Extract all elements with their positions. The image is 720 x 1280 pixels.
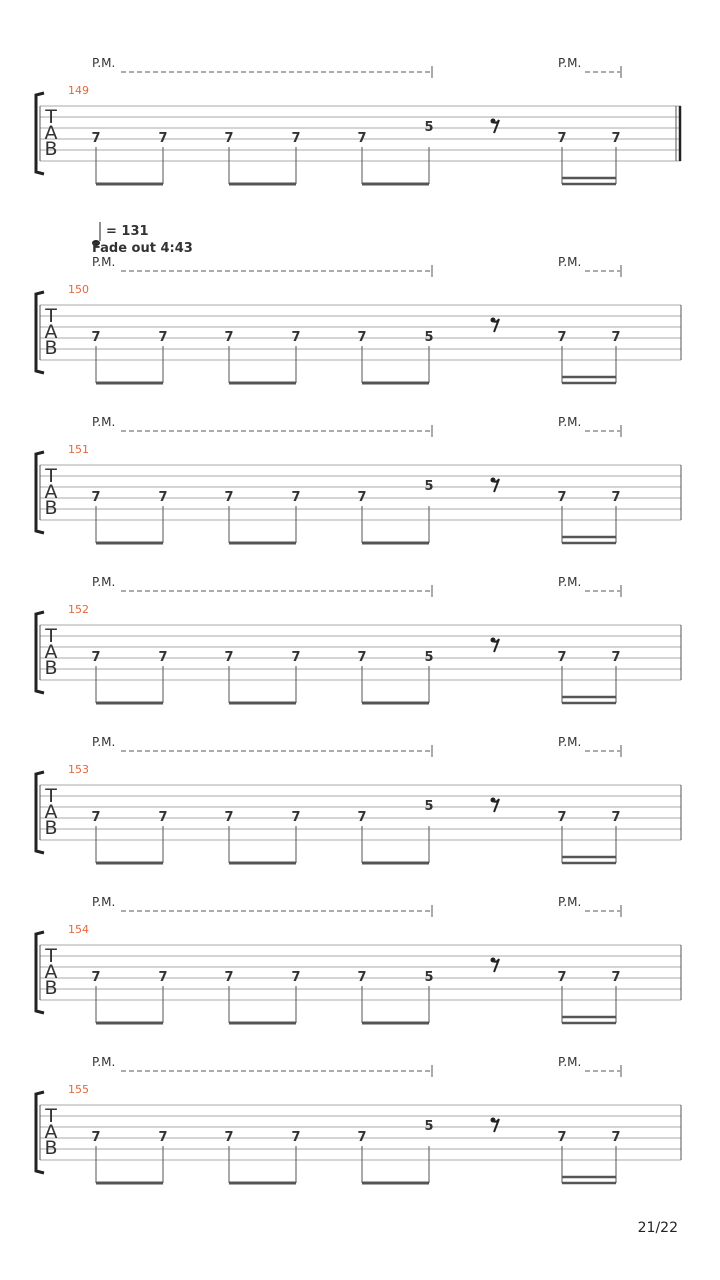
palm-mute-label: P.M.	[92, 1055, 116, 1069]
tab-system	[36, 1055, 681, 1183]
fade-out-label: Fade out 4:43	[92, 241, 193, 256]
fret-number: 7	[224, 131, 234, 146]
palm-mute-label: P.M.	[92, 255, 116, 269]
fret-number: 7	[91, 810, 101, 825]
bar-number: 155	[68, 1083, 89, 1096]
fret-number: 7	[557, 490, 567, 505]
fret-number: 5	[424, 799, 434, 814]
tab-clef-letter: B	[44, 657, 58, 679]
tempo-marking	[92, 222, 193, 256]
palm-mute-label: P.M.	[92, 735, 116, 749]
fret-number: 7	[357, 330, 367, 345]
fret-number: 7	[91, 330, 101, 345]
tab-clef-letter: A	[44, 122, 58, 144]
palm-mute-label: P.M.	[558, 575, 582, 589]
tempo-value: = 131	[106, 224, 149, 239]
fret-number: 7	[611, 650, 621, 665]
fret-number: 7	[158, 131, 168, 146]
tab-clef-letter: A	[44, 321, 58, 343]
fret-number: 7	[357, 650, 367, 665]
fret-number: 7	[91, 650, 101, 665]
tab-clef-letter: A	[44, 481, 58, 503]
fret-number: 7	[224, 490, 234, 505]
fret-number: 7	[611, 970, 621, 985]
tab-clef-letter: T	[45, 305, 57, 327]
fret-number: 7	[158, 330, 168, 345]
tab-clef-letter: T	[45, 945, 57, 967]
fret-number: 7	[611, 131, 621, 146]
tab-system	[36, 255, 681, 383]
eighth-rest	[491, 798, 500, 813]
fret-number: 7	[291, 490, 301, 505]
fret-number: 7	[357, 810, 367, 825]
bar-number: 152	[68, 603, 89, 616]
tab-clef-letter: B	[44, 337, 58, 359]
fret-number: 7	[291, 1130, 301, 1145]
palm-mute-label: P.M.	[92, 56, 116, 70]
fret-number: 7	[91, 131, 101, 146]
fret-number: 7	[158, 1130, 168, 1145]
tab-system	[36, 735, 681, 863]
fret-number: 7	[158, 970, 168, 985]
bar-number: 154	[68, 923, 89, 936]
fret-number: 7	[557, 330, 567, 345]
tab-clef-letter: T	[45, 1105, 57, 1127]
fret-number: 7	[224, 1130, 234, 1145]
eighth-rest	[491, 478, 500, 493]
fret-number: 7	[158, 490, 168, 505]
fret-number: 7	[357, 490, 367, 505]
eighth-rest	[491, 638, 500, 653]
fret-number: 7	[224, 970, 234, 985]
palm-mute-label: P.M.	[558, 1055, 582, 1069]
eighth-rest	[491, 119, 500, 134]
fret-number: 7	[91, 1130, 101, 1145]
fret-number: 7	[291, 330, 301, 345]
eighth-rest	[491, 958, 500, 973]
palm-mute-label: P.M.	[92, 895, 116, 909]
fret-number: 7	[557, 810, 567, 825]
tab-system	[36, 895, 681, 1023]
tab-clef-letter: A	[44, 641, 58, 663]
palm-mute-label: P.M.	[92, 415, 116, 429]
tab-system	[36, 56, 681, 184]
tab-system	[36, 575, 681, 703]
fret-number: 7	[291, 650, 301, 665]
bar-number: 150	[68, 283, 89, 296]
fret-number: 7	[357, 1130, 367, 1145]
fret-number: 7	[357, 131, 367, 146]
fret-number: 7	[224, 330, 234, 345]
fret-number: 7	[224, 810, 234, 825]
fret-number: 5	[424, 479, 434, 494]
fret-number: 7	[291, 131, 301, 146]
fret-number: 5	[424, 650, 434, 665]
tab-clef-letter: T	[45, 785, 57, 807]
tab-clef-letter: T	[45, 625, 57, 647]
tab-clef-letter: A	[44, 1121, 58, 1143]
tab-clef-letter: B	[44, 977, 58, 999]
tab-clef-letter: B	[44, 817, 58, 839]
bar-number: 153	[68, 763, 89, 776]
palm-mute-label: P.M.	[558, 415, 582, 429]
palm-mute-label: P.M.	[558, 56, 582, 70]
bar-number: 151	[68, 443, 89, 456]
fret-number: 7	[224, 650, 234, 665]
tab-clef-letter: T	[45, 465, 57, 487]
tab-clef-letter: A	[44, 801, 58, 823]
fret-number: 5	[424, 330, 434, 345]
fret-number: 7	[611, 810, 621, 825]
fret-number: 7	[611, 490, 621, 505]
palm-mute-label: P.M.	[92, 575, 116, 589]
fret-number: 7	[557, 1130, 567, 1145]
tab-system	[36, 415, 681, 543]
fret-number: 7	[158, 810, 168, 825]
tab-clef-letter: T	[45, 106, 57, 128]
fret-number: 7	[291, 810, 301, 825]
fret-number: 7	[611, 330, 621, 345]
tab-clef-letter: B	[44, 138, 58, 160]
tab-clef-letter: B	[44, 497, 58, 519]
fret-number: 7	[357, 970, 367, 985]
fret-number: 7	[91, 490, 101, 505]
fret-number: 7	[557, 970, 567, 985]
tab-clef-letter: B	[44, 1137, 58, 1159]
page-number: 21/22	[637, 1220, 678, 1236]
fret-number: 5	[424, 120, 434, 135]
eighth-rest	[491, 1118, 500, 1133]
palm-mute-label: P.M.	[558, 735, 582, 749]
tab-clef-letter: A	[44, 961, 58, 983]
fret-number: 7	[158, 650, 168, 665]
fret-number: 7	[291, 970, 301, 985]
fret-number: 7	[91, 970, 101, 985]
fret-number: 7	[557, 131, 567, 146]
fret-number: 5	[424, 970, 434, 985]
eighth-rest	[491, 318, 500, 333]
palm-mute-label: P.M.	[558, 895, 582, 909]
fret-number: 7	[557, 650, 567, 665]
palm-mute-label: P.M.	[558, 255, 582, 269]
bar-number: 149	[68, 84, 89, 97]
fret-number: 5	[424, 1119, 434, 1134]
fret-number: 7	[611, 1130, 621, 1145]
